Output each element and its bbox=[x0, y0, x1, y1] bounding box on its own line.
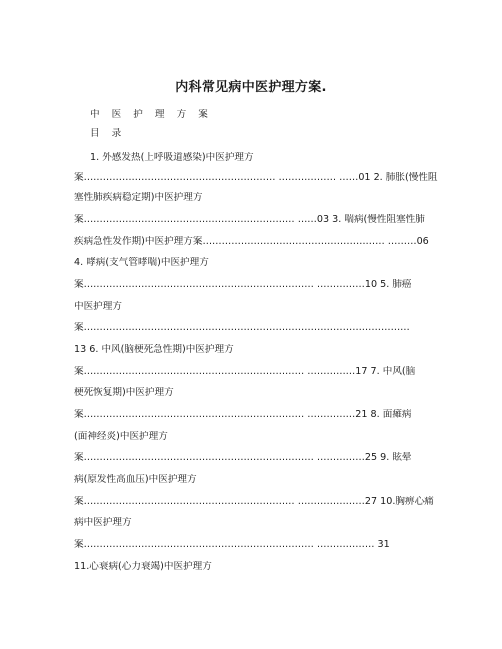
toc-line: 案…………………………………………………… ……………… ……01 2. 肺胀(慢性阻 bbox=[74, 172, 438, 183]
toc-line: 案……………………………………………………………… ……………25 9. 眩晕 bbox=[74, 452, 412, 463]
toc-heading: 目 录 bbox=[90, 128, 126, 139]
toc-line: 病(原发性高血压)中医护理方 bbox=[74, 474, 197, 485]
toc-line: 1. 外感发热(上呼吸道感染)中医护理方 bbox=[90, 152, 254, 163]
toc-line: 梗死恢复期)中医护理方 bbox=[74, 387, 174, 398]
toc-line: 中医护理方 bbox=[74, 301, 122, 312]
toc-line: 案………………………………………………………………………………………… bbox=[74, 322, 410, 333]
toc-line: 4. 哮病(支气管哮喘)中医护理方 bbox=[74, 257, 209, 268]
toc-line: 11.心衰病(心力衰竭)中医护理方 bbox=[74, 561, 212, 572]
toc-line: 13 6. 中风(脑梗死急性期)中医护理方 bbox=[74, 344, 234, 355]
toc-line: 案…………………………………………………………… ……………17 7. 中风(脑 bbox=[74, 366, 416, 377]
toc-line: 案…………………………………………………………… ……………21 8. 面瘫病 bbox=[74, 409, 412, 420]
toc-line: 塞性肺疾病稳定期)中医护理方 bbox=[74, 192, 203, 203]
toc-line: 案………………………………………………………… …………………27 10.胸痹心痛 bbox=[74, 496, 434, 507]
toc-line: (面神经炎)中医护理方 bbox=[74, 431, 168, 442]
section-heading: 中 医 护 理 方 案 bbox=[90, 109, 213, 120]
toc-line: 案……………………………………………………………… ……………10 5. 肺癌 bbox=[74, 279, 412, 290]
toc-line: 案………………………………………………………… ……03 3. 喘病(慢性阻塞性肺 bbox=[74, 214, 425, 225]
toc-line: 病中医护理方 bbox=[74, 517, 132, 528]
document-title: 内科常见病中医护理方案. bbox=[175, 80, 327, 95]
toc-line: 案……………………………………………………………… ……………… 31 bbox=[74, 539, 390, 550]
toc-line: 疾病急性发作期)中医护理方案………………………………………………… ………06 bbox=[74, 236, 429, 247]
